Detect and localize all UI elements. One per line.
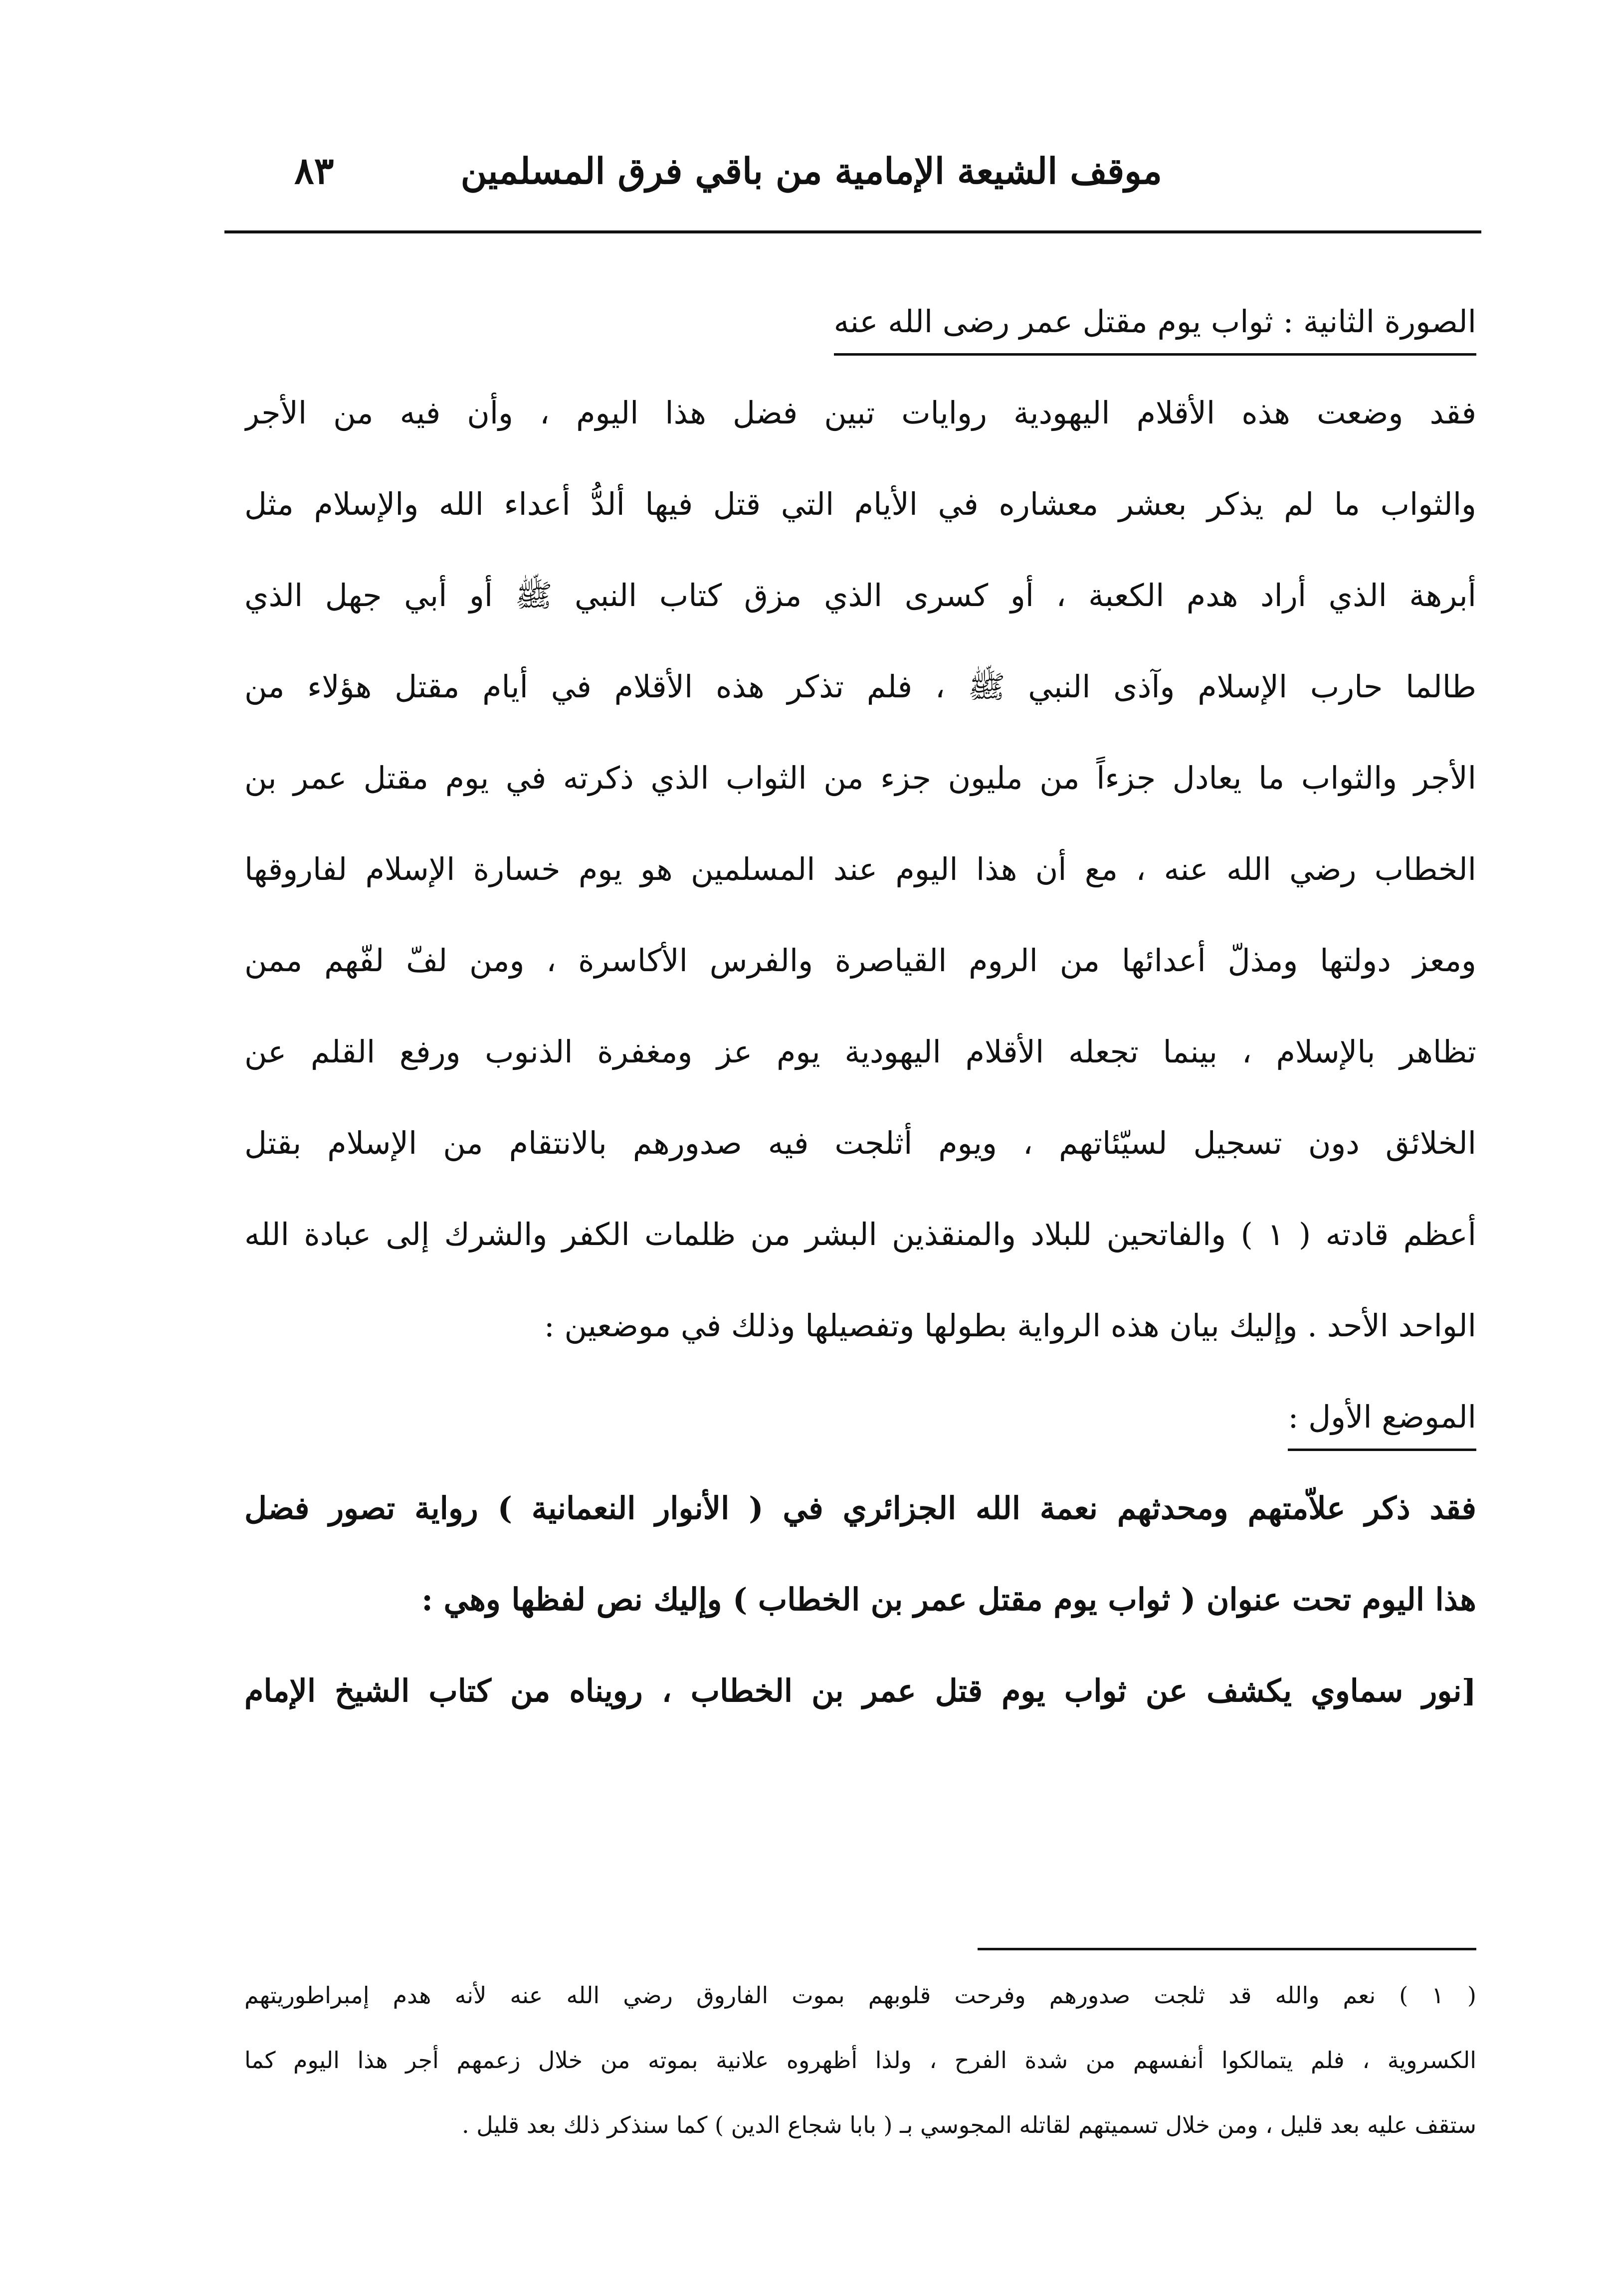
paragraph-line: الخلائق دون تسجيل لسيّئاتهم ، ويوم أثلجت فيه صدورهم بالانتقام من الإسلام بقتل	[244, 1125, 1476, 1161]
paragraph-line: طالما حارب الإسلام وآذى النبي ﷺ ، فلم تذكر هذه الأقلام في أيام مقتل هؤلاء من	[244, 668, 1476, 705]
footnotes	[244, 1973, 1476, 2167]
footnote-divider	[978, 1948, 1476, 1950]
section-heading: الصورة الثانية : ثواب يوم مقتل عمر رضى الله عنه	[834, 294, 1476, 356]
paragraph-line: تظاهر بالإسلام ، بينما تجعله الأقلام اليهودية يوم عز ومغفرة الذنوب ورفع القلم عن	[244, 1034, 1476, 1070]
header-divider	[224, 230, 1481, 233]
footnote-line: الكسروية ، فلم يتمالكوا أنفسهم من شدة الفرح ، ولذا أظهروه علانية بموته من خلال زعمهم أجر هذا اليوم كما	[244, 2047, 1476, 2074]
footnote-line: ستقف عليه بعد قليل ، ومن خلال تسميتهم لقاتله المجوسي بـ ( بابا شجاع الدين ) كما سنذكر ذلك بعد قليل .	[461, 2111, 1476, 2138]
paragraph-line: ومعز دولتها ومذلّ أعدائها من الروم القياصرة والفرس الأكاسرة ، ومن لفّ لفّهم ممن	[244, 942, 1476, 979]
paragraph-line: الخطاب رضي الله عنه ، مع أن هذا اليوم عند المسلمين هو يوم خسارة الإسلام لفاروقها	[244, 851, 1476, 887]
paragraph-line: الواحد الأحد . وإليك بيان هذه الرواية بطولها وتفصيلها وذلك في موضعين :	[544, 1307, 1476, 1344]
page-number: ٨٣	[294, 150, 334, 193]
paragraph-line: فقد وضعت هذه الأقلام اليهودية روايات تبين فضل هذا اليوم ، وأن فيه من الأجر	[244, 395, 1476, 431]
running-title: موقف الشيعة الإمامية من باقي فرق المسلمين	[460, 150, 1162, 192]
paragraph-line: أعظم قادته ( ١ ) والفاتحين للبلاد والمنقذين البشر من ظلمات الكفر والشرك إلى عبادة الله	[244, 1216, 1476, 1252]
page-header	[224, 150, 1481, 205]
paragraph-line: أبرهة الذي أراد هدم الكعبة ، أو كسرى الذي مزق كتاب النبي ﷺ أو أبي جهل الذي	[244, 577, 1476, 614]
section-heading-line	[244, 294, 1476, 386]
bold-line: فقد ذكر علاّمتهم ومحدثهم نعمة الله الجزائري في ( الأنوار النعمانية ) رواية تصور فضل	[244, 1490, 1476, 1526]
footnote-line: ( ١ ) نعم والله قد ثلجت صدورهم وفرحت قلوبهم بموت الفاروق رضي الله عنه لأنه هدم إمبراطوريتهم	[244, 1982, 1476, 2009]
bold-line: هذا اليوم تحت عنوان ( ثواب يوم مقتل عمر بن الخطاب ) وإليك نص لفظها وهي :	[421, 1581, 1476, 1618]
main-text	[244, 294, 1476, 1755]
paragraph-line: الأجر والثواب ما يعادل جزءاً من مليون جزء من الثواب الذي ذكرته في يوم مقتل عمر بن	[244, 760, 1476, 796]
bold-line: [نور سماوي يكشف عن ثواب يوم قتل عمر بن الخطاب ، رويناه من كتاب الشيخ الإمام	[244, 1672, 1476, 1709]
subheading-line	[244, 1390, 1476, 1481]
paragraph-line: والثواب ما لم يذكر بعشر معشاره في الأيام التي قتل فيها ألدُّ أعداء الله والإسلام مثل	[244, 486, 1476, 522]
subheading: الموضع الأول :	[1288, 1390, 1476, 1451]
